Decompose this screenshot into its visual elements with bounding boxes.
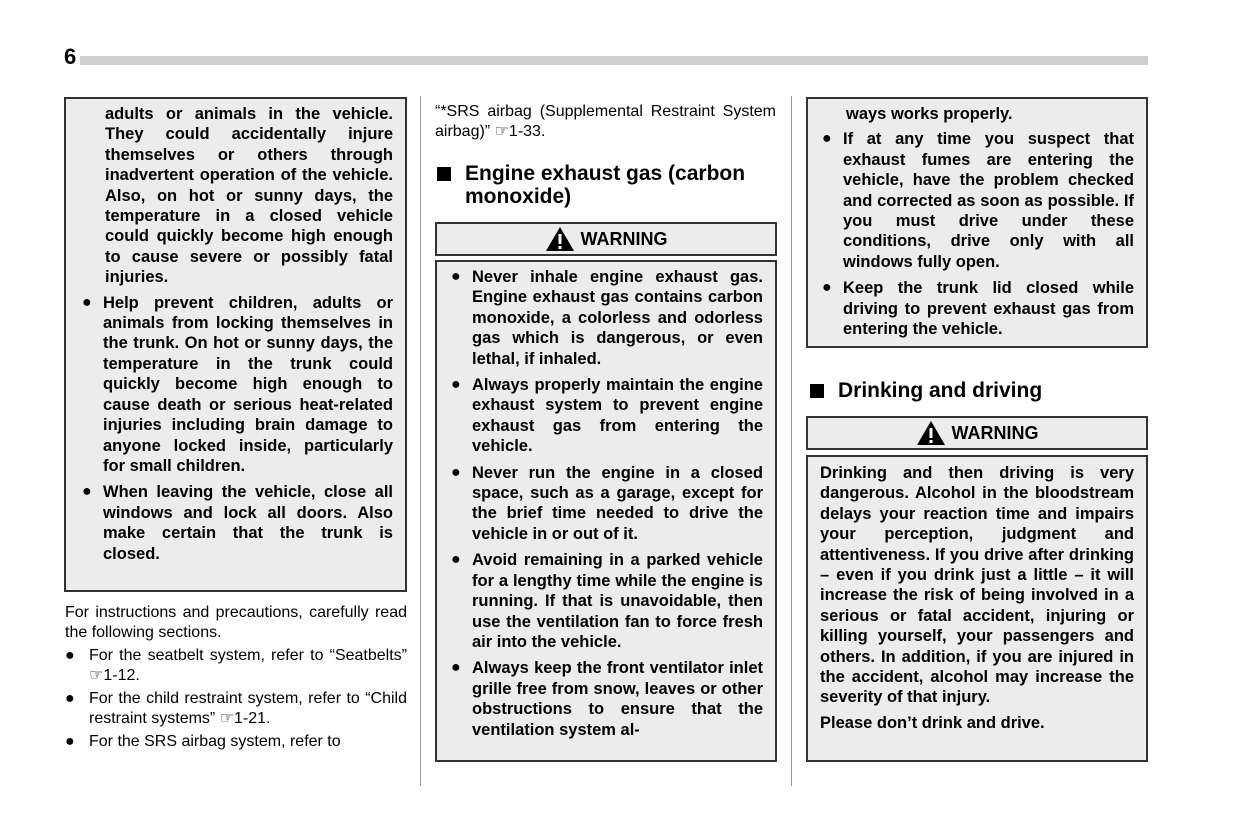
bullet-dot-icon: ● [82,483,92,501]
warning-bullet: ● Always keep the front ventilator inlet grille free from snow, leaves or other obstructions to ensure that the ventilation system al- [451,659,763,739]
warning-bullet: ● Never inhale engine exhaust gas. Engine exhaust gas contains carbon monoxide, a colorless and odorless gas which is dangerous, or even lethal, if inhaled. [451,268,763,368]
warning-intro: adults or animals in the vehicle. They could accidentally injure themselves or others through inadvertent operation of the vehicle. Also, on hot or sunny days, the temperature in a closed vehicle could quickly become high enough to cause severe or possibly fatal injuries. [105,105,393,287]
warning-triangle-icon [545,226,575,252]
bullet-dot-icon: ● [451,659,461,677]
warning-bullet: ● If at any time you suspect that exhaust fumes are entering the vehicle, have the problem checked and corrected as soon as possible. If you must drive under these conditions, drive only with all windows fully open. [822,130,1134,271]
instructions-section [65,603,407,755]
bullet-dot-icon: ● [82,293,92,311]
section-heading-exhaust: Engine exhaust gas (carbon monoxide) [437,162,777,208]
page-number: 6 [64,44,77,69]
warning-bullet: ● Keep the trunk lid closed while driving to prevent exhaust gas from entering the vehicle. [822,279,1134,339]
warning-triangle-icon [916,420,946,446]
warning-box-drinking [806,455,1148,762]
warning-bullet: ● Avoid remaining in a parked vehicle for a lengthy time while the engine is running. If that is unavoidable, then use the ventilation fan to force fresh air into the vehicle. [451,551,763,651]
warning-intro: ways works properly. [846,105,1013,123]
section-heading-drinking: Drinking and driving [810,379,1148,402]
bullet-dot-icon: ● [65,690,75,707]
bullet-dot-icon: ● [451,268,461,285]
warning-bullet: ● Never run the engine in a closed space, such as a garage, except for the brief time needed to drive the vehicle in or out of it. [451,463,763,543]
warning-box-continued-right [806,97,1148,348]
section-square-icon [810,384,824,398]
bullet-dot-icon: ● [451,551,461,569]
warning-box-exhaust [435,260,777,762]
bullet-dot-icon: ● [65,647,75,664]
bullet-dot-icon: ● [822,130,832,148]
warning-header: WARNING [435,222,777,256]
ref-child-restraint: ● For the child restraint system, refer to “Child restraint systems” ☞1-21. [65,690,407,727]
bullet-dot-icon: ● [65,733,75,750]
ref-continued: “*SRS airbag (Supplemental Restraint System airbag)” ☞1-33. [435,103,776,140]
bullet-dot-icon: ● [451,376,461,394]
warning-bullet: ● When leaving the vehicle, close all windows and lock all doors. Also make certain that the trunk is closed. [82,483,393,563]
warning-bullet: ● Help prevent children, adults or animals from locking themselves in the trunk. On hot or sunny days, the temperature in the trunk could quickly become high enough to cause death or serious heat-related injuries including brain damage to anyone locked inside, particularly for small children. [82,293,393,475]
section-square-icon [437,167,451,181]
warning-box-continued [64,97,407,592]
header-bar [80,56,1148,65]
warning-header: WARNING [806,416,1148,450]
instructions-text: For instructions and precautions, carefully read the following sections. [65,604,407,641]
warning-closing: Please don’t drink and drive. [820,713,1045,732]
warning-bullet: ● Always properly maintain the engine exhaust system to prevent engine exhaust gas from entering the vehicle. [451,376,763,456]
warning-text: Drinking and then driving is very dangerous. Alcohol in the bloodstream delays your reaction time and impairs your perception, judgment and attentiveness. If you drive after drinking – even if you drink just a little – it will increase the risk of being involved in a serious or fatal accident, injuring or killing yourself, your passengers and others. In addition, if you are injured in the accident, alcohol may increase the severity of that injury. [820,464,1134,707]
bullet-dot-icon: ● [822,279,832,297]
column-divider [791,96,792,786]
ref-seatbelt: ● For the seatbelt system, refer to “Seatbelts” ☞1-12. [65,647,407,684]
bullet-dot-icon: ● [451,463,461,481]
column-divider [420,96,421,786]
ref-srs-airbag: ● For the SRS airbag system, refer to [65,733,341,750]
